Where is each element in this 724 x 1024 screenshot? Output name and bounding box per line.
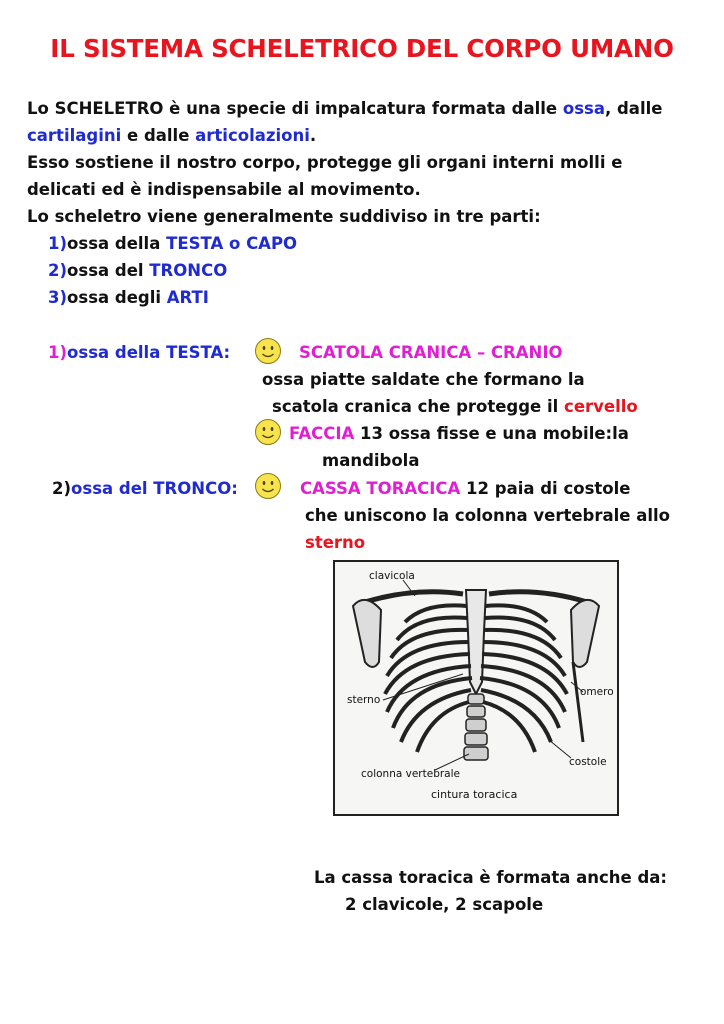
faccia-desc-2: mandibola (322, 451, 420, 470)
part-item-1 (48, 230, 297, 257)
intro-line-5: Lo scheletro viene generalmente suddiviso in tre parti: (27, 207, 541, 226)
cranio-desc-text: scatola cranica che protegge il (272, 397, 565, 416)
intro-text: Lo SCHELETRO è una specie di impalcatura formata dalle (27, 99, 563, 118)
term-articolazioni: articolazioni (195, 126, 310, 145)
part-number: 3) (48, 288, 68, 307)
footer-line-2: 2 clavicole, 2 scapole (345, 895, 544, 914)
section2-heading (52, 475, 238, 502)
cranio-desc-2 (272, 393, 638, 420)
label-costole: costole (569, 756, 607, 768)
part-text: ossa degli (67, 288, 167, 307)
intro-line-4: delicati ed è indispensabile al movimento. (27, 180, 421, 199)
part-item-3 (48, 284, 209, 311)
section1-heading (48, 339, 230, 366)
term-cartilagini: cartilagini (27, 126, 122, 145)
label-colonna-vertebrale: colonna vertebrale (361, 768, 460, 780)
smiley-icon (254, 472, 282, 500)
part-highlight: TRONCO (149, 261, 228, 280)
cassa-line (300, 475, 630, 502)
section-number: 2) (52, 479, 72, 498)
label-sterno: sterno (347, 694, 381, 706)
intro-line-1 (27, 95, 662, 122)
section-number: 1) (48, 343, 68, 362)
part-highlight: TESTA o CAPO (166, 234, 298, 253)
term-ossa: ossa (562, 99, 605, 118)
part-number: 1) (48, 234, 68, 253)
intro-text: , dalle (604, 99, 663, 118)
part-text: ossa della (67, 234, 167, 253)
section-label: ossa della TESTA: (67, 343, 231, 362)
smiley-icon (254, 337, 282, 365)
part-number: 2) (48, 261, 68, 280)
term-sterno: sterno (305, 533, 366, 552)
cassa-desc-2: che uniscono la colonna vertebrale allo (305, 506, 671, 525)
part-highlight: ARTI (166, 288, 209, 307)
faccia-heading: FACCIA (289, 424, 355, 443)
label-omero: omero (580, 686, 614, 698)
intro-text: e dalle (121, 126, 196, 145)
faccia-line (289, 420, 629, 447)
rib-cage-figure (333, 560, 619, 816)
cranio-heading: SCATOLA CRANICA – CRANIO (299, 343, 563, 362)
page-title: IL SISTEMA SCHELETRICO DEL CORPO UMANO (50, 34, 674, 63)
cassa-desc: 12 paia di costole (460, 479, 631, 498)
footer-line-1: La cassa toracica è formata anche da: (314, 868, 667, 887)
cassa-heading: CASSA TORACICA (300, 479, 461, 498)
intro-text: . (309, 126, 317, 145)
part-text: ossa del (67, 261, 150, 280)
part-item-2 (48, 257, 227, 284)
cranio-desc-1: ossa piatte saldate che formano la (262, 370, 585, 389)
section-label: ossa del TRONCO: (71, 479, 238, 498)
intro-line-2 (27, 122, 316, 149)
intro-line-3: Esso sostiene il nostro corpo, protegge gli organi interni molli e (27, 153, 623, 172)
label-clavicola: clavicola (369, 570, 415, 582)
label-cintura-toracica: cintura toracica (431, 788, 518, 801)
smiley-icon (254, 418, 282, 446)
term-cervello: cervello (564, 397, 638, 416)
faccia-desc: 13 ossa fisse e una mobile:la (354, 424, 629, 443)
